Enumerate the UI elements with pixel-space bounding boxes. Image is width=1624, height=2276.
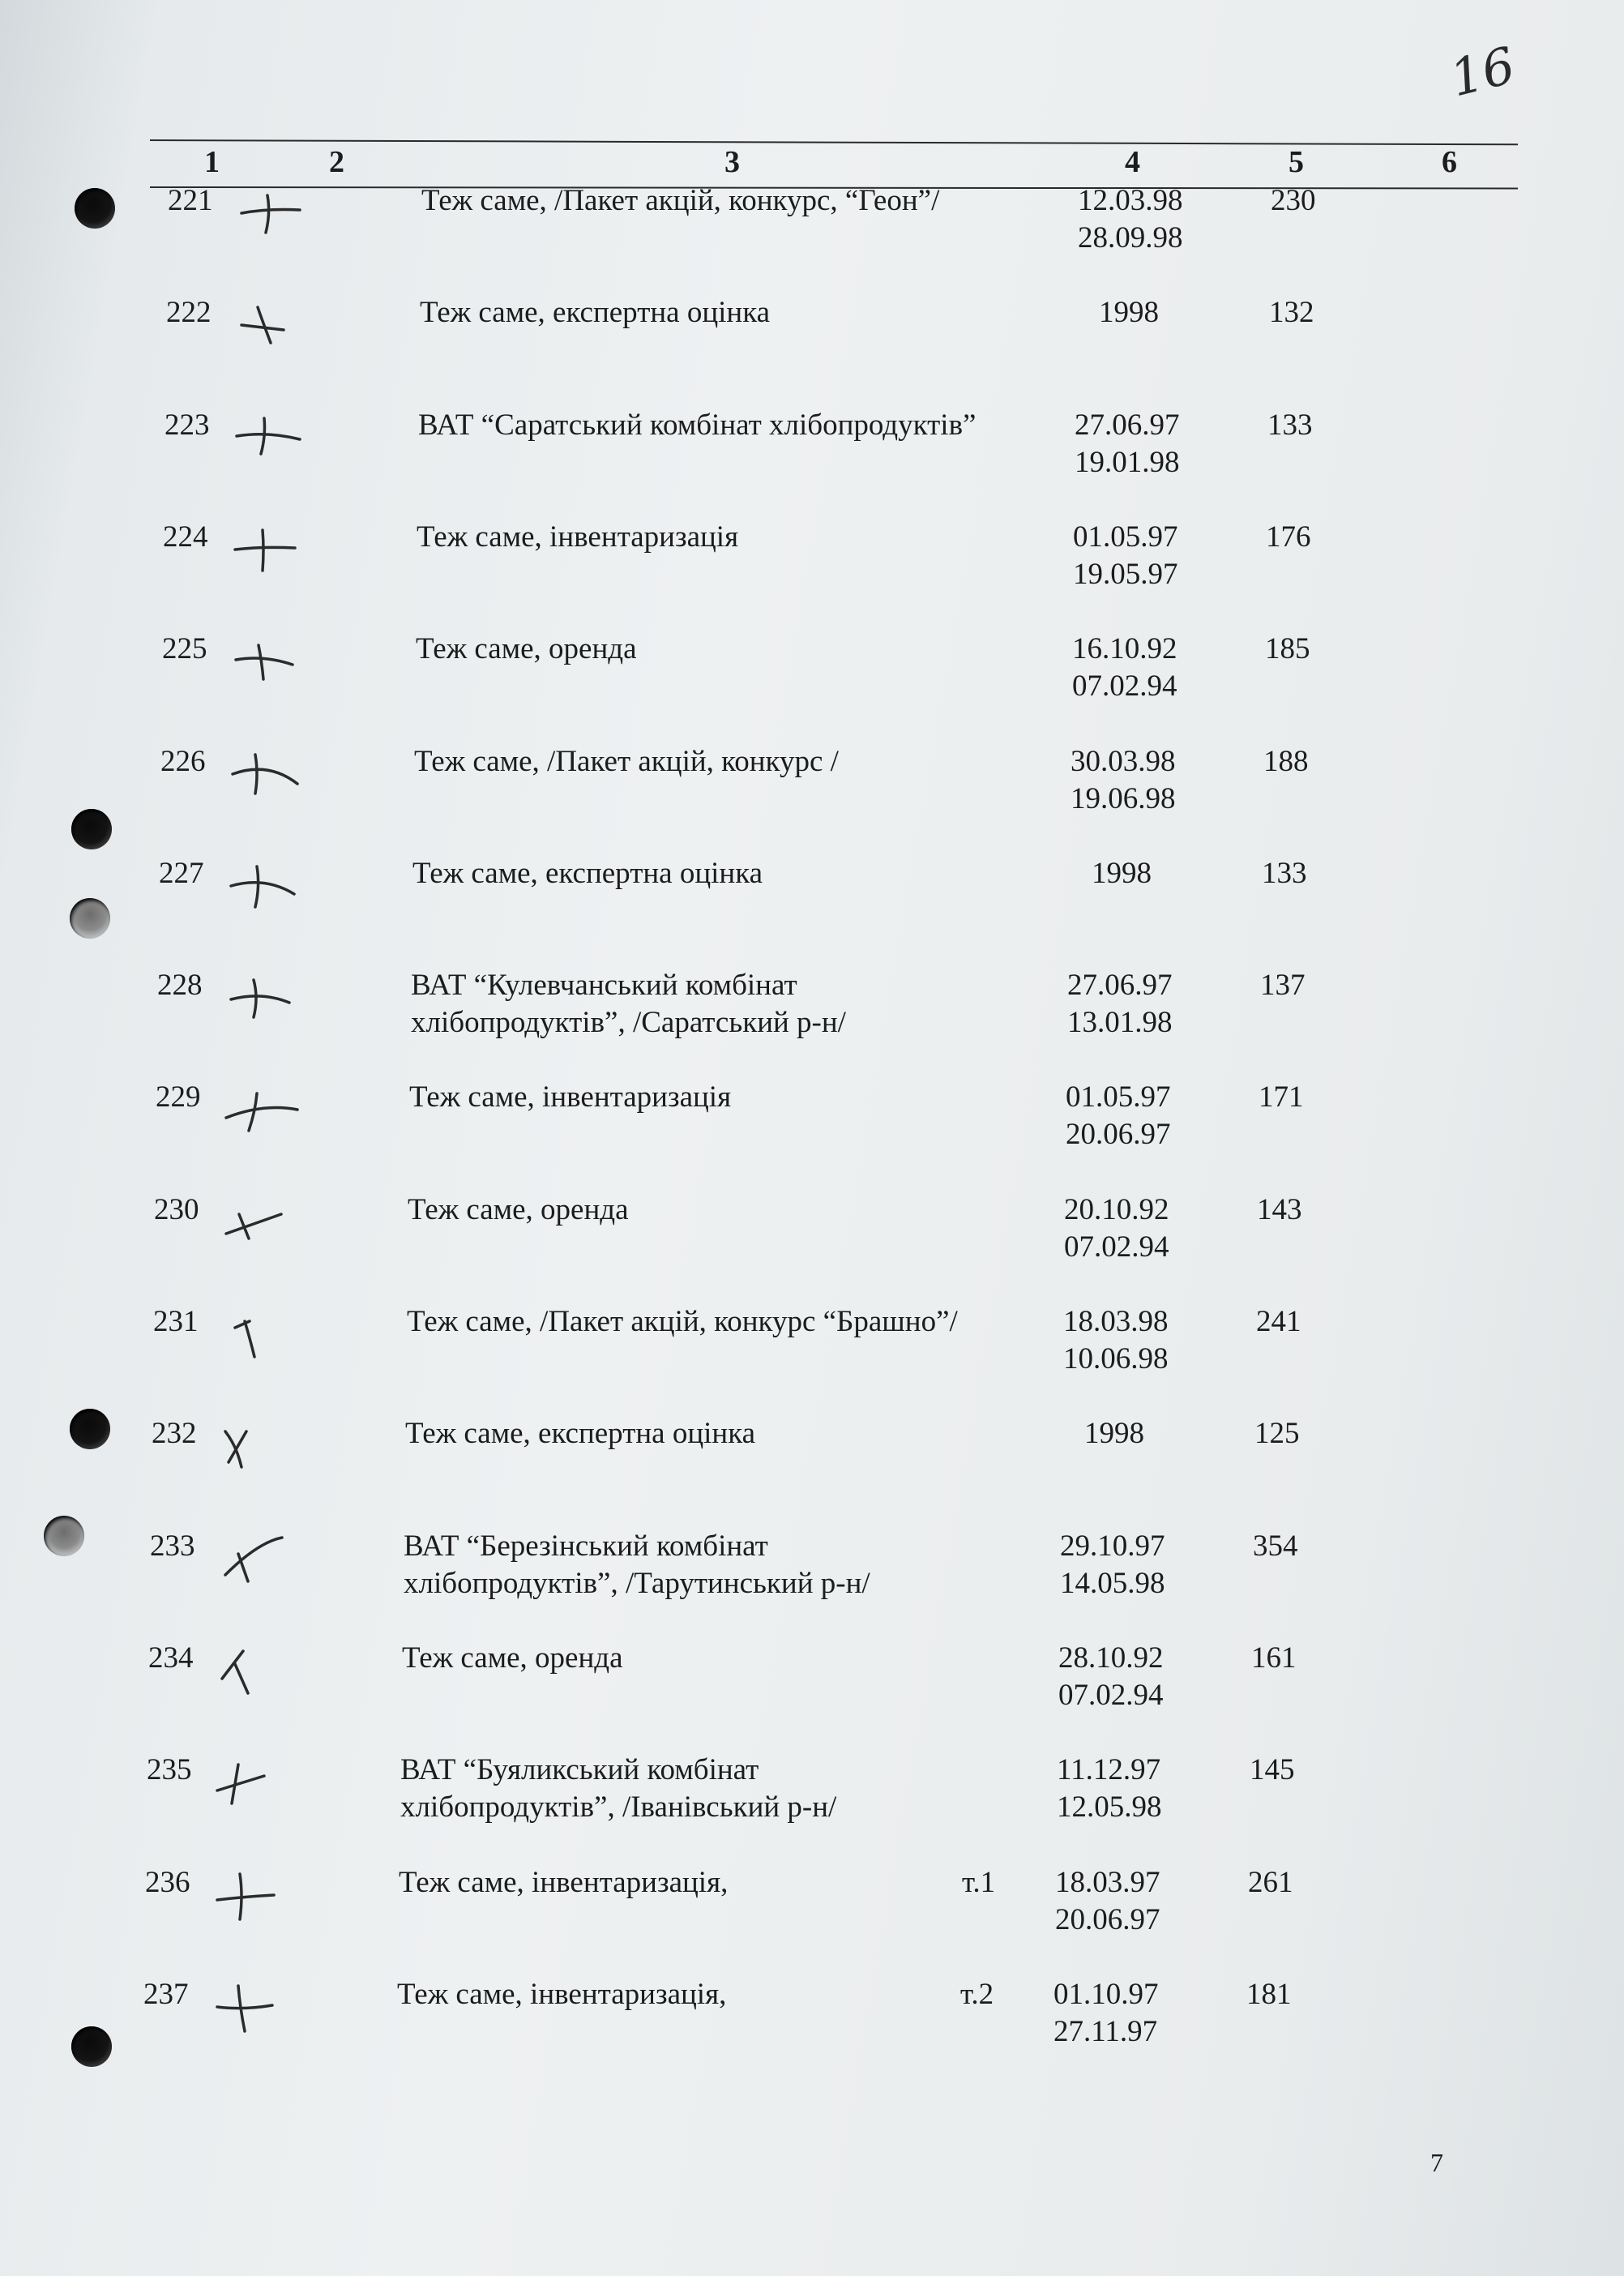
table-row	[0, 294, 1624, 400]
entry-description: Теж саме, інвентаризація	[417, 520, 739, 554]
check-mark-icon	[235, 189, 308, 237]
table-row	[0, 519, 1624, 624]
entry-description: Теж саме, /Пакет акцій, конкурс, “Геон”/	[421, 184, 940, 217]
entry-dates: 1998	[1084, 1417, 1144, 1450]
entry-dates: 27.06.97 13.01.98	[1067, 969, 1173, 1039]
check-mark-icon	[219, 1422, 292, 1470]
column-header-4: 4	[1125, 145, 1140, 179]
check-mark-icon	[220, 1310, 293, 1358]
entry-description: Теж саме, експертна оцінка	[405, 1417, 756, 1450]
table-row	[0, 1752, 1624, 1857]
table-row	[0, 1528, 1624, 1633]
table-row	[0, 631, 1624, 736]
table-row	[0, 1079, 1624, 1184]
table-row	[0, 182, 1624, 288]
check-mark-icon	[211, 1983, 284, 2031]
entry-description: Теж саме, /Пакет акцій, конкурс /	[414, 745, 839, 778]
entry-dates: 18.03.98 10.06.98	[1063, 1305, 1169, 1375]
check-mark-icon	[221, 1198, 294, 1247]
entry-number: 224	[163, 520, 208, 554]
page-number: 7	[1430, 2148, 1443, 2177]
entry-dates: 29.10.97 14.05.98	[1060, 1529, 1165, 1600]
table-row	[0, 1864, 1624, 1970]
entry-description: Теж саме, експертна оцінка	[412, 857, 763, 890]
sheet-count: 185	[1265, 632, 1310, 665]
entry-description: Теж саме, експертна оцінка	[420, 296, 771, 329]
entry-description: Теж саме, інвентаризація,	[397, 1978, 727, 2011]
entry-number: 237	[143, 1978, 189, 2011]
entry-description: ВАТ “Березінський комбінат хлібопродуктів”, /Тарутинський р-н/	[404, 1529, 870, 1600]
table-row	[0, 1976, 1624, 2081]
handwritten-folio-number: 16	[1444, 35, 1521, 109]
entry-number: 228	[157, 969, 203, 1002]
sheet-count: 261	[1248, 1866, 1293, 1899]
entry-description: Теж саме, /Пакет акцій, конкурс “Брашно”/	[407, 1305, 958, 1338]
column-header-5: 5	[1289, 145, 1304, 179]
entry-number: 225	[162, 632, 207, 665]
entry-number: 221	[168, 184, 213, 217]
check-mark-icon	[224, 973, 297, 1022]
sheet-count: 133	[1267, 409, 1313, 442]
table-row	[0, 743, 1624, 849]
table-header-top-rule	[150, 139, 1518, 145]
entry-dates: 1998	[1099, 296, 1159, 329]
check-mark-icon	[228, 750, 301, 798]
entry-dates: 01.05.97 19.05.97	[1073, 520, 1178, 591]
sheet-count: 241	[1256, 1305, 1301, 1338]
entry-number: 231	[153, 1305, 199, 1338]
entry-dates: 1998	[1092, 857, 1152, 890]
entry-description: Теж саме, оренда	[408, 1193, 629, 1226]
entry-number: 227	[159, 857, 204, 890]
sheet-count: 354	[1253, 1529, 1298, 1563]
table-row	[0, 407, 1624, 512]
entry-number: 234	[148, 1641, 194, 1675]
column-header-6: 6	[1442, 145, 1457, 179]
table-row	[0, 1191, 1624, 1297]
column-header-1: 1	[204, 145, 220, 179]
entry-dates: 01.10.97 27.11.97	[1053, 1978, 1159, 2048]
column-header-3: 3	[724, 145, 740, 179]
entry-description: Теж саме, інвентаризація,	[399, 1866, 729, 1899]
punch-hole	[71, 2026, 112, 2067]
entry-dates: 27.06.97 19.01.98	[1075, 409, 1180, 479]
check-mark-icon	[226, 862, 299, 910]
punch-hole	[75, 188, 115, 229]
table-row	[0, 967, 1624, 1072]
punch-hole	[71, 809, 112, 849]
check-mark-icon	[223, 1085, 296, 1134]
entry-dates: 20.10.92 07.02.94	[1064, 1193, 1169, 1264]
punch-hole	[70, 898, 110, 939]
sheet-count: 125	[1254, 1417, 1300, 1450]
sheet-count: 181	[1246, 1978, 1292, 2011]
table-row	[0, 1303, 1624, 1409]
check-mark-icon	[216, 1646, 288, 1695]
sheet-count: 133	[1262, 857, 1307, 890]
check-mark-icon	[217, 1534, 290, 1583]
entry-dates: 18.03.97 20.06.97	[1055, 1866, 1160, 1936]
sheet-count: 171	[1259, 1080, 1304, 1114]
entry-description: ВАТ “Буяликський комбінат хлібопродуктів”, /Іванівський р-н/	[400, 1753, 837, 1824]
punch-hole	[70, 1409, 110, 1449]
entry-dates: 01.05.97 20.06.97	[1066, 1080, 1171, 1151]
entry-number: 235	[147, 1753, 192, 1786]
entry-dates: 28.10.92 07.02.94	[1058, 1641, 1164, 1712]
entry-description: Теж саме, оренда	[416, 632, 637, 665]
check-mark-icon	[229, 637, 302, 686]
entry-number: 226	[160, 745, 206, 778]
entry-dates: 30.03.98 19.06.98	[1071, 745, 1176, 815]
check-mark-icon	[214, 1758, 287, 1807]
punch-hole	[44, 1516, 84, 1556]
entry-number: 223	[165, 409, 210, 442]
table-row	[0, 1415, 1624, 1521]
check-mark-icon	[232, 413, 305, 462]
entry-dates: 16.10.92 07.02.94	[1072, 632, 1177, 703]
volume-label: т.2	[960, 1978, 994, 2011]
sheet-count: 145	[1250, 1753, 1295, 1786]
sheet-count: 176	[1266, 520, 1311, 554]
table-row	[0, 1640, 1624, 1745]
column-header-2: 2	[329, 145, 344, 179]
sheet-count: 143	[1257, 1193, 1302, 1226]
check-mark-icon	[212, 1871, 285, 1919]
entry-number: 233	[150, 1529, 195, 1563]
sheet-count: 161	[1251, 1641, 1297, 1675]
entry-dates: 12.03.98 28.09.98	[1078, 184, 1183, 255]
entry-number: 236	[145, 1866, 190, 1899]
volume-label: т.1	[962, 1866, 996, 1899]
entry-description: Теж саме, оренда	[402, 1641, 623, 1675]
sheet-count: 188	[1263, 745, 1309, 778]
entry-number: 222	[166, 296, 212, 329]
check-mark-icon	[230, 525, 303, 574]
entry-description: ВАТ “Саратський комбінат хлібопродуктів”	[418, 409, 977, 442]
entry-number: 230	[154, 1193, 199, 1226]
sheet-count: 137	[1260, 969, 1306, 1002]
check-mark-icon	[233, 301, 306, 349]
entry-number: 229	[156, 1080, 201, 1114]
table-row	[0, 855, 1624, 960]
entry-dates: 11.12.97 12.05.98	[1057, 1753, 1162, 1824]
entry-description: Теж саме, інвентаризація	[409, 1080, 732, 1114]
entry-description: ВАТ “Кулевчанський комбінат хлібопродуктів”, /Саратський р-н/	[411, 969, 846, 1039]
sheet-count: 230	[1271, 184, 1316, 217]
sheet-count: 132	[1269, 296, 1314, 329]
entry-number: 232	[152, 1417, 197, 1450]
